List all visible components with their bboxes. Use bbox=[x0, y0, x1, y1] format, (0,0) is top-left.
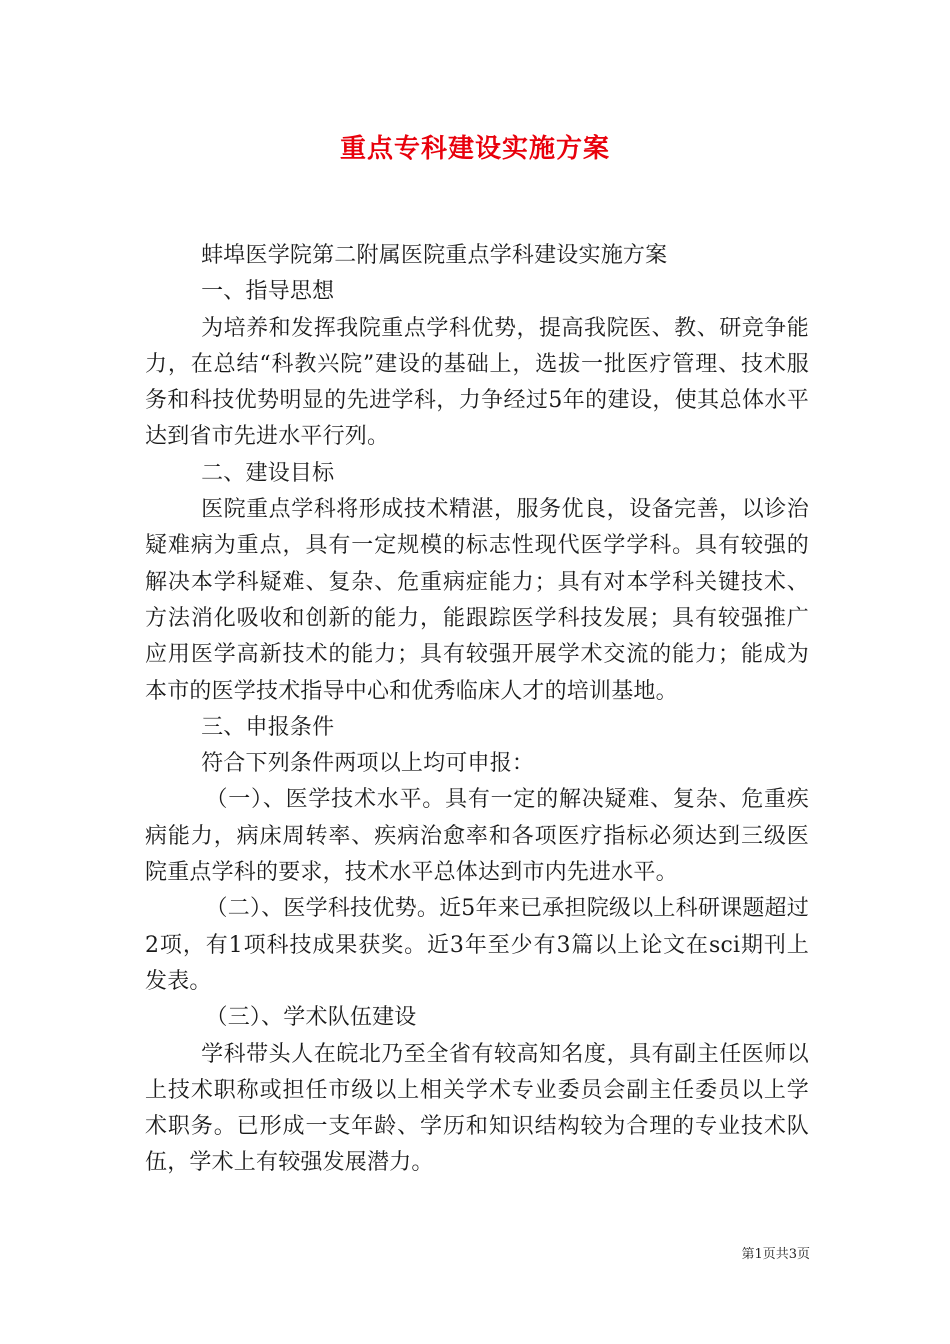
document-body bbox=[145, 238, 809, 1182]
paragraph-construction-goal: 医院重点学科将形成技术精湛，服务优良，设备完善，以诊治疑难病为重点，具有一定规模的标志性现代医学学科。具有较强的解决本学科疑难、复杂、危重病症能力；具有对本学科关键技术、方法消化吸收和创新的能力，能跟踪医学科技发展；具有较强推广应用医学高新技术的能力；具有较强开展学术交流的能力；能成为本市的医学技术指导中心和优秀临床人才的培训基地。 bbox=[145, 497, 809, 704]
subsection-heading-3: （三）、学术队伍建设 bbox=[205, 1005, 417, 1031]
section-heading-2: 二、建设目标 bbox=[201, 460, 335, 486]
paragraph-academic-team: 学科带头人在皖北乃至全省有较高知名度，具有副主任医师以上技术职称或担任市级以上相关学术专业委员会副主任委员以上学术职务。已形成一支年龄、学历和知识结构较为合理的专业技术队伍，学术上有较强发展潜力。 bbox=[145, 1041, 809, 1176]
paragraph-condition-2: （二）、医学科技优势。近5年来已承担院级以上科研课题超过2项，有1项科技成果获奖。近3年至少有3篇以上论文在sci期刊上发表。 bbox=[145, 896, 809, 994]
paragraph-condition-1: （一）、医学技术水平。具有一定的解决疑难、复杂、危重疾病能力，病床周转率、疾病治愈率和各项医疗指标必须达到三级医院重点学科的要求，技术水平总体达到市内先进水平。 bbox=[145, 787, 809, 886]
page-indicator: 第1页共3页 bbox=[741, 1247, 810, 1262]
section-heading-1: 一、指导思想 bbox=[201, 279, 335, 305]
document-subtitle: 蚌埠医学院第二附属医院重点学科建设实施方案 bbox=[201, 243, 668, 268]
section-heading-3: 三、申报条件 bbox=[201, 714, 335, 740]
paragraph-conditions-intro: 符合下列条件两项以上均可申报： bbox=[201, 751, 535, 777]
document-title: 重点专科建设实施方案 bbox=[339, 134, 610, 164]
paragraph-guiding-idea: 为培养和发挥我院重点学科优势，提高我院医、教、研竞争能力，在总结“科教兴院”建设的基础上，选拔一批医疗管理、技术服务和科技优势明显的先进学科，力争经过5年的建设，使其总体水平达到省市先进水平行列。 bbox=[145, 315, 809, 450]
